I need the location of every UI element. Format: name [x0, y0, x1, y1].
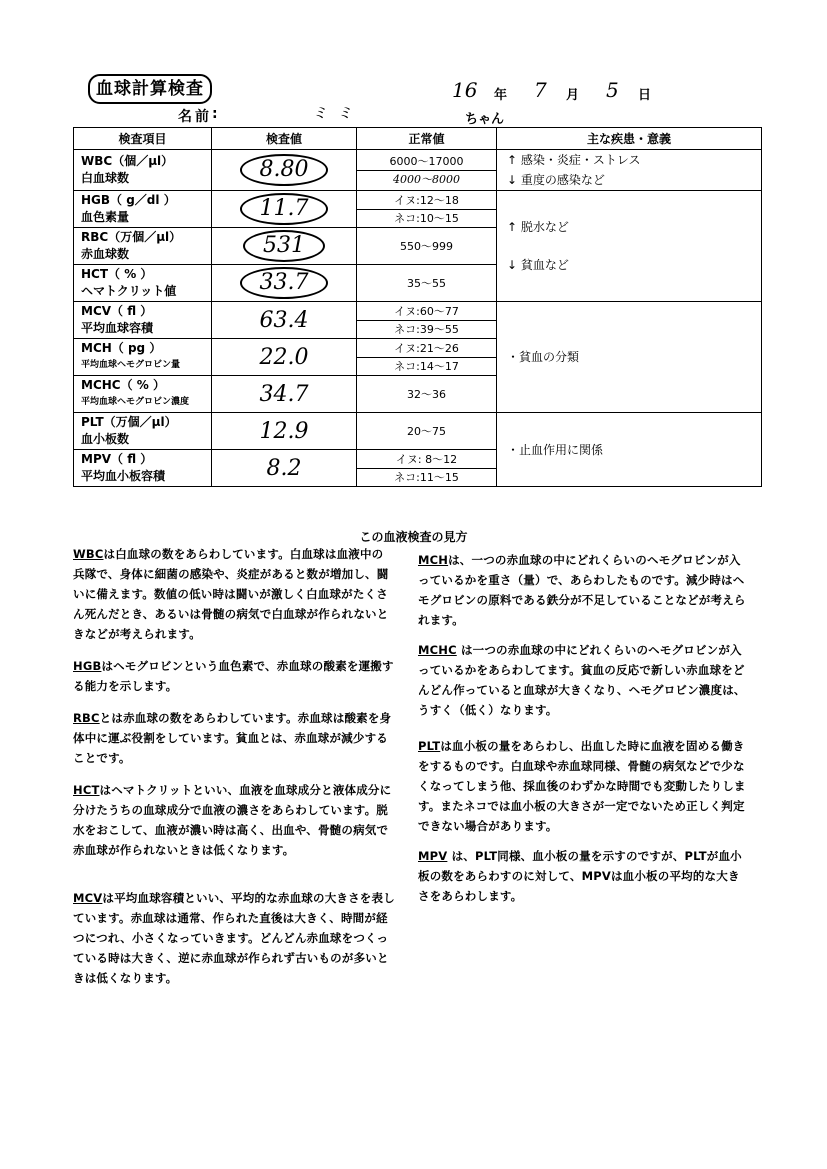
document-title: 血球計算検査	[88, 74, 212, 104]
term-mch: MCH	[418, 553, 449, 567]
name-colon: :	[212, 106, 218, 122]
name-label: 名前	[178, 109, 212, 125]
table-row-hgb	[74, 191, 762, 228]
name-suffix: ちゃん	[465, 112, 505, 127]
description-mpv: は、PLT同様、血小板の量を示すのですが、PLTが血小板の数をあらわすのに対して、MPVは血小板の平均的な大きさをあらわします。	[418, 849, 742, 903]
explanation-mcv	[73, 888, 395, 988]
normal-range: 35～55	[407, 276, 446, 290]
description-mch: は、一つの赤血球の中にどれくらいのヘモグロビンが入っているかを重さ（量）で、あらわしたものです。減少時はヘモグロビンの原料である鉄分が不足していることなどが考えられます。	[418, 553, 746, 627]
term-mchc: MCHC	[418, 643, 457, 657]
normal-cell	[357, 450, 497, 487]
item-cell	[74, 228, 212, 265]
normal-range: ネコ:10～15	[394, 211, 459, 225]
term-rbc: RBC	[73, 711, 100, 725]
item-code: MPV（ fl ）	[81, 452, 153, 466]
description-mcv: は平均血球容積といい、平均的な赤血球の大きさを表しています。赤血球は通常、作られた直後は大きく、時間が経つにつれ、小さくなっていきます。どんどん赤血球をつくっている時は大きく、逆に赤血球が作られず古いものが多いときは低くなります。	[73, 891, 395, 985]
value-hgb: 11.7	[240, 193, 329, 225]
value-cell	[212, 150, 357, 191]
normal-range: 32～36	[407, 387, 446, 401]
value-cell	[212, 302, 357, 339]
description-hct: はヘマトクリットといい、血液を血球成分と液体成分に分けたうちの血球成分で血液の濃さをあらわしています。脱水をおこして、血液が濃い時は高く、出血や、骨髄の病気で赤血球が作られないときは低くなります。	[73, 783, 392, 857]
value-cell	[212, 265, 357, 302]
value-wbc: 8.80	[240, 154, 329, 186]
normal-range-handwritten: 4000～8000	[393, 172, 460, 186]
explanation-rbc	[73, 708, 395, 768]
value-cell	[212, 450, 357, 487]
normal-range: ネコ:39～55	[394, 322, 459, 336]
explanation-hct	[73, 780, 395, 860]
normal-cell	[357, 265, 497, 302]
normal-cell	[357, 302, 497, 339]
item-name: 白血球数	[81, 171, 130, 185]
normal-range: ネコ:11～15	[394, 470, 459, 484]
description-mchc: は一つの赤血球の中にどれくらいのヘモグロビンが入っているかをあらわしてます。貧血の反応で新しい赤血球をどんどん作っていると血球が大きくなり、ヘモグロビン濃度は、うすく（低く）なります。	[418, 643, 746, 717]
item-cell	[74, 150, 212, 191]
item-name: 平均血球ヘモグロビン量	[81, 360, 181, 370]
normal-cell	[357, 376, 497, 413]
item-cell	[74, 339, 212, 376]
term-mcv: MCV	[73, 891, 103, 905]
explanation-plt	[418, 736, 746, 836]
normal-cell	[357, 191, 497, 228]
normal-cell	[357, 150, 497, 191]
term-plt: PLT	[418, 739, 441, 753]
condition-line: ↓ 重度の感染など	[507, 173, 605, 187]
date-year: 16	[452, 78, 478, 102]
description-hgb: はヘモグロビンという血色素で、赤血球の酸素を運搬する能力を示します。	[73, 659, 394, 693]
term-mpv: MPV	[418, 849, 448, 863]
term-wbc: WBC	[73, 547, 104, 561]
item-code: HCT（ % ）	[81, 267, 153, 281]
table-row-mcv	[74, 302, 762, 339]
table-header-row	[74, 128, 762, 150]
normal-cell	[357, 413, 497, 450]
date-day-label: 日	[638, 88, 652, 103]
explanation-title: この血液検査の見方	[359, 530, 468, 544]
item-name: ヘマトクリット値	[81, 284, 177, 298]
item-code: MCHC（ % ）	[81, 378, 165, 392]
normal-range: 6000～17000	[357, 153, 496, 171]
condition-line: ・止血作用に関係	[507, 442, 604, 457]
explanation-hgb	[73, 656, 395, 696]
conditions-indices	[497, 302, 762, 413]
item-name: 赤血球数	[81, 247, 130, 261]
description-plt: は血小板の量をあらわし、出血した時に血液を固める働きをするものです。白血球や赤血球同様、骨髄の病気などで少なくなってしまう他、採血後のわずかな時間でも変動したりします。またネコでは血小板の大きさが一定でないため正しく判定できない場合があります。	[418, 739, 746, 833]
item-code: MCV（ fl ）	[81, 304, 153, 318]
value-rbc: 531	[243, 230, 325, 262]
normal-range: 20～75	[407, 424, 446, 438]
explanation-wbc	[73, 544, 395, 644]
item-name: 平均血球容積	[81, 321, 154, 335]
explanation-mchc	[418, 640, 746, 720]
value-hct: 33.7	[240, 267, 329, 299]
value-cell	[212, 191, 357, 228]
normal-range: ネコ:14～17	[394, 359, 459, 373]
value-mpv: 8.2	[266, 455, 302, 481]
item-cell	[74, 413, 212, 450]
value-mcv: 63.4	[259, 307, 309, 333]
item-name: 血小板数	[81, 432, 130, 446]
results-table	[73, 127, 762, 487]
value-cell	[212, 339, 357, 376]
condition-line: ↑ 脱水など	[507, 220, 569, 234]
condition-line: ↓ 貧血など	[507, 258, 569, 272]
item-cell	[74, 450, 212, 487]
item-code: HGB（ g／dl ）	[81, 193, 176, 207]
normal-cell	[357, 339, 497, 376]
conditions-rbc-group	[497, 191, 762, 302]
table-row-wbc	[74, 150, 762, 191]
table-row-plt	[74, 413, 762, 450]
date-day: 5	[606, 78, 619, 102]
item-code: PLT（万個／μl）	[81, 415, 177, 429]
item-cell	[74, 191, 212, 228]
item-name: 血色素量	[81, 210, 130, 224]
description-wbc: は白血球の数をあらわしています。白血球は血液中の兵隊で、身体に細菌の感染や、炎症があると数が増加し、闘いに備えます。数値の低い時は闘いが激しく白血球がたくさん死んだとき、あるいは骨髄の病気で白血球が作られないときなどが考えられます。	[73, 547, 389, 641]
item-code: MCH（ pg ）	[81, 341, 162, 355]
date-year-label: 年	[494, 88, 508, 103]
value-mch: 22.0	[259, 344, 309, 370]
item-cell	[74, 376, 212, 413]
normal-range: イヌ:60～77	[357, 303, 496, 321]
value-cell	[212, 413, 357, 450]
date-month: 7	[534, 78, 547, 102]
term-hgb: HGB	[73, 659, 102, 673]
conditions-platelets	[497, 413, 762, 487]
normal-range: イヌ: 8～12	[357, 451, 496, 469]
header-value: 検査値	[212, 128, 357, 150]
description-rbc: とは赤血球の数をあらわしています。赤血球は酸素を身体中に運ぶ役割をしています。貧血とは、赤血球が減少することです。	[73, 711, 392, 765]
condition-line: ↑ 感染・炎症・ストレス	[507, 153, 641, 167]
term-hct: HCT	[73, 783, 100, 797]
value-cell	[212, 228, 357, 265]
item-code: WBC（個／μl）	[81, 154, 174, 168]
item-code: RBC（万個／μl）	[81, 230, 182, 244]
explanation-mpv	[418, 846, 746, 906]
date-month-label: 月	[566, 88, 580, 103]
item-name: 平均血小板容積	[81, 469, 166, 483]
normal-range: 550～999	[400, 239, 453, 253]
item-cell	[74, 302, 212, 339]
item-name: 平均血球ヘモグロビン濃度	[81, 397, 190, 407]
value-plt: 12.9	[259, 418, 309, 444]
normal-cell	[357, 228, 497, 265]
item-cell	[74, 265, 212, 302]
explanation-mch	[418, 550, 746, 630]
header-conditions: 主な疾患・意義	[497, 128, 762, 150]
normal-range: イヌ:21～26	[357, 340, 496, 358]
conditions-wbc	[497, 150, 762, 191]
normal-range: イヌ:12～18	[357, 192, 496, 210]
header-item: 検査項目	[74, 128, 212, 150]
condition-line: ・貧血の分類	[507, 350, 580, 364]
patient-name: ミミ	[312, 104, 363, 122]
value-cell	[212, 376, 357, 413]
value-mchc: 34.7	[259, 381, 309, 407]
header-normal: 正常値	[357, 128, 497, 150]
